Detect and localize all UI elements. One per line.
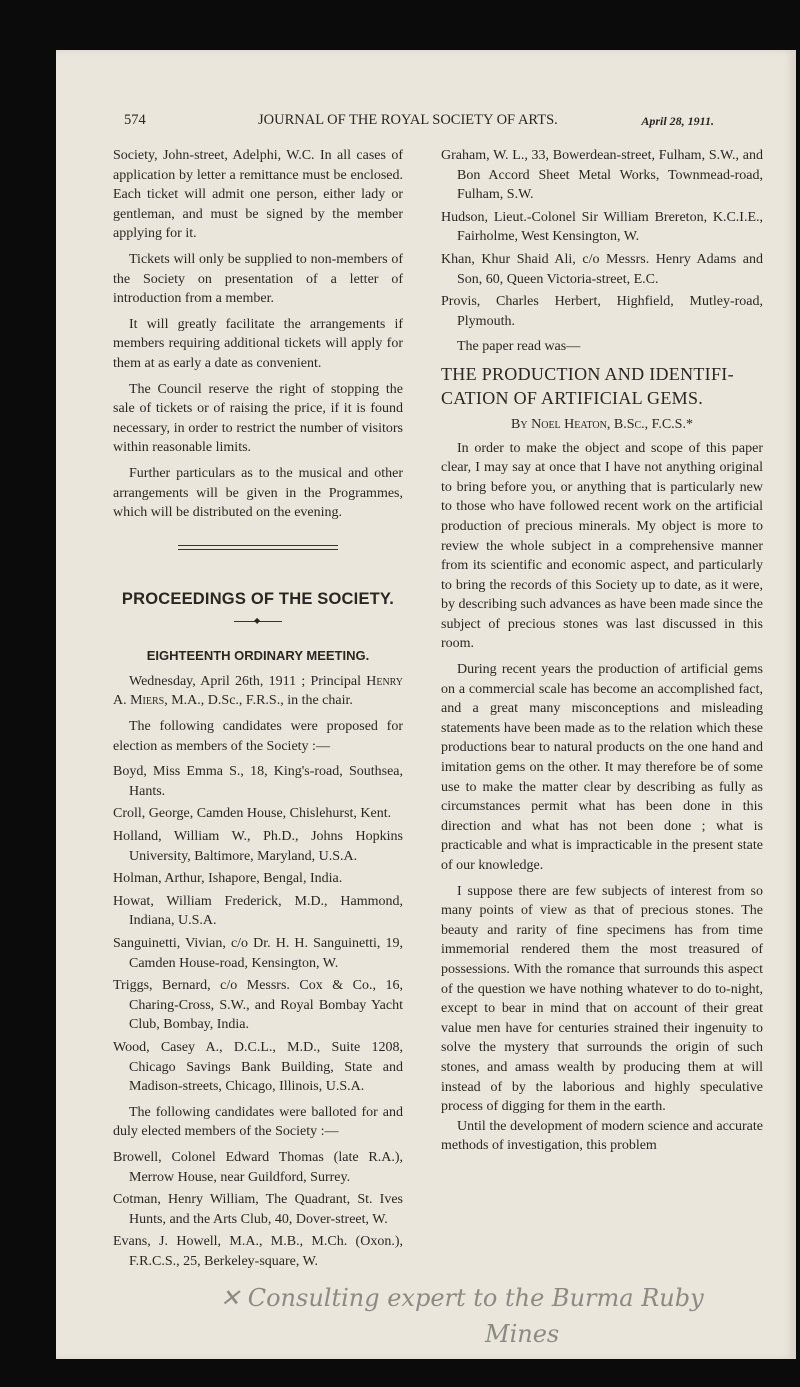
- list-item: Boyd, Miss Emma S., 18, King's-road, Southsea, Hants.: [113, 764, 403, 799]
- elected-list: [113, 1148, 403, 1272]
- paragraph: Further particulars as to the musical and other arrangements will be given in the Programmes, which will be distributed on the evening.: [113, 465, 403, 521]
- byline: [441, 415, 763, 435]
- page-number: 574: [124, 112, 146, 128]
- left-column: [113, 146, 403, 1275]
- elected-intro: The following candidates were balloted for and duly elected members of the Society :—: [113, 1104, 403, 1140]
- paper-title: THE PRODUCTION AND IDENTIFICATION OF ARTIFICIAL GEMS.: [441, 363, 734, 408]
- paragraph: Until the development of modern science and accurate methods of investigation, this problem: [441, 1118, 763, 1154]
- meeting-heading: EIGHTEENTH ORDINARY MEETING.: [146, 648, 370, 664]
- author: By Noel Heaton, B.Sc., F.C.S.: [511, 416, 686, 432]
- list-item: Hudson, Lieut.-Colonel Sir William Brereton, K.C.I.E., Fairholme, West Kensington, W.: [441, 209, 763, 245]
- journal-title: JOURNAL OF THE ROYAL SOCIETY OF ARTS.: [258, 112, 558, 128]
- list-item: Holman, Arthur, Ishapore, Bengal, India.: [113, 871, 343, 887]
- list-item: Holland, William W., Ph.D., Johns Hopkins University, Baltimore, Maryland, U.S.A.: [113, 829, 403, 864]
- list-item: Howat, William Frederick, M.D., Hammond, Indiana, U.S.A.: [113, 893, 403, 929]
- ornament-rule: [234, 616, 282, 626]
- chair-credentials: , M.A., D.Sc., F.R.S., in the chair.: [164, 693, 353, 709]
- list-item: Provis, Charles Herbert, Highfield, Mutley-road, Plymouth.: [441, 294, 763, 329]
- list-item: Browell, Colonel Edward Thomas (late R.A.), Merrow House, near Guildford, Surrey.: [113, 1149, 403, 1185]
- chair-name: Henry A. Miers: [113, 673, 403, 709]
- paragraph: It will greatly facilitate the arrangements if members requiring additional tickets will apply for them at as early a date as convenient.: [113, 316, 403, 371]
- paragraph: In order to make the object and scope of this paper clear, I may say at once that I have not anything original to bring before you, or anything that is particularly new to those who have followed recent work on the artificial production of precious minerals. My object is more to review the whole subject in a comprehensive manner from its scientific and economic aspect, and particularly to bring the records of this Society up to date, as it were, by describing such advances as have been made since the subject of precious stones was last discussed in this room.: [441, 440, 763, 652]
- section-divider: [178, 545, 338, 550]
- list-item: Wood, Casey A., D.C.L., M.D., Suite 1208, Chicago Savings Bank Building, State and Madison-streets, Chicago, Illinois, U.S.A.: [113, 1039, 403, 1095]
- diamond-ornament-icon: ◆: [254, 616, 261, 626]
- list-item: Cotman, Henry William, The Quadrant, St. Ives Hunts, and the Arts Club, 40, Dover-street, W.: [113, 1192, 403, 1227]
- list-item: Graham, W. L., 33, Bowerdean-street, Fulham, S.W., and Bon Accord Sheet Metal Works, Townmead-road, Fulham, S.W.: [441, 148, 763, 203]
- page-header: [124, 112, 714, 132]
- paragraph: Society, John-street, Adelphi, W.C. In all cases of application by letter a remittance must be enclosed. Each ticket will admit one person, either lady or gentleman, and must be signed by the member applying for it.: [113, 148, 403, 242]
- paper-intro: The paper read was—: [457, 339, 581, 355]
- list-item: Croll, George, Camden House, Chislehurst, Kent.: [113, 806, 392, 822]
- handwritten-annotation: ✕ Consulting expert to the Burma Ruby: [220, 1284, 704, 1312]
- proposed-intro: The following candidates were proposed for election as members of the Society :—: [113, 719, 403, 754]
- section-heading: PROCEEDINGS OF THE SOCIETY.: [121, 589, 395, 608]
- meeting-date: Wednesday, April 26th, 1911 ; Principal: [129, 673, 367, 689]
- list-item: Khan, Khur Shaid Ali, c/o Messrs. Henry Adams and Son, 60, Queen Victoria-street, E.C.: [441, 251, 763, 287]
- list-item: Evans, J. Howell, M.A., M.B., M.Ch. (Oxon.), F.R.C.S., 25, Berkeley-square, W.: [113, 1234, 403, 1269]
- paragraph: During recent years the production of artificial gems on a commercial scale has become an accomplished fact, and a great many misconceptions and misleading statements have been made as to the relation which these productions bear to natural products on the one hand and imitation gems on the other. It may therefore be of some use to make the matter clear by describing as fully as circumstances permit what has been done in this direction and what has not been done ; what is practicable and what is impracticable in the present state of our knowledge.: [441, 662, 763, 873]
- paragraph: Tickets will only be supplied to non-members of the Society on presentation of a letter of introduction from a member.: [113, 251, 403, 307]
- meeting-intro: [113, 672, 403, 711]
- paragraph: I suppose there are few subjects of interest from so many points of view as that of precious stones. The beauty and rarity of fine specimens has from time immemorial rendered them the most treasured of possessions. With the romance that surrounds this aspect of the question we have nothing whatever to do to-night, except to bear in mind that on account of their great value men have for centuries strained their ingenuity to solve the mystery that surrounds the origin of such stones, and amass wealth by producing them at will instead of by the laborious and highly speculative process of digging for them in the earth.: [441, 883, 763, 1115]
- proposed-list: [113, 762, 403, 1097]
- list-item: Triggs, Bernard, c/o Messrs. Cox & Co., 16, Charing-Cross, S.W., and Royal Bombay Yacht Club, Bombay, India.: [113, 978, 403, 1033]
- footnote-mark: *: [685, 416, 693, 432]
- issue-date: April 28, 1911.: [641, 114, 714, 128]
- paragraph: The Council reserve the right of stopping the sale of tickets or of raising the price, if it is found necessary, in order to restrict the number of visitors within reasonable limits.: [113, 381, 403, 456]
- right-column: [441, 146, 763, 1156]
- handwritten-annotation-continued: Mines: [485, 1320, 560, 1348]
- list-item: Sanguinetti, Vivian, c/o Dr. H. H. Sanguinetti, 19, Camden House-road, Kensington, W.: [113, 936, 403, 971]
